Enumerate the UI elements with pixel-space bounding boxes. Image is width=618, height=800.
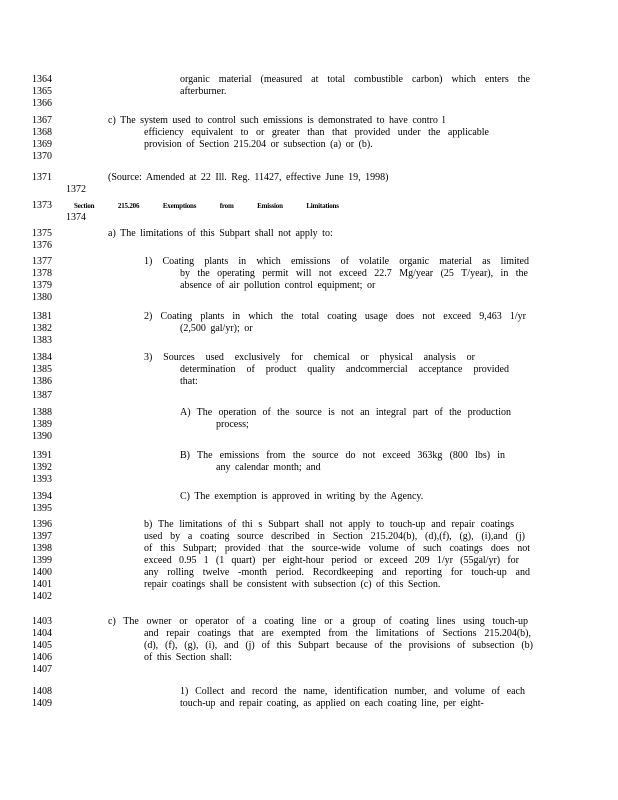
- line-number: 1373: [32, 200, 52, 211]
- text-line: (Source: Amended at 22 Ill. Reg. 11427, effective June 19, 1998): [108, 172, 389, 183]
- text-line: by the operating permit will not exceed 22.7 Mg/year (25 T/year), in the: [180, 268, 528, 279]
- text-line: any rolling twelve -month period. Recordkeeping and reporting for touch-up and: [144, 567, 530, 578]
- line-number: 1371: [32, 172, 52, 183]
- text-line: and repair coatings that are exempted from the limitations of Sections 215.204(b),: [144, 628, 531, 639]
- line-number: 1386: [32, 376, 52, 387]
- line-number: 1396: [32, 519, 52, 530]
- line-number: 1394: [32, 491, 52, 502]
- text-line: c) The system used to control such emissions is demonstrated to have contro l: [108, 115, 446, 126]
- line-number: 1375: [32, 228, 52, 239]
- line-number: 1372: [66, 184, 86, 195]
- line-number: 1382: [32, 323, 52, 334]
- line-number: 1383: [32, 335, 52, 346]
- text-line: A) The operation of the source is not an integral part of the production: [180, 407, 511, 418]
- line-number: 1364: [32, 74, 52, 85]
- text-line: that:: [180, 376, 198, 387]
- text-line: absence of air pollution control equipment; or: [180, 280, 376, 291]
- line-number: 1381: [32, 311, 52, 322]
- text-line: efficiency equivalent to or greater than that provided under the applicable: [144, 127, 489, 138]
- text-line: (d), (f), (g), (i), and (j) of this Subpart because of the provisions of subsection (b): [144, 640, 533, 651]
- line-number: 1390: [32, 431, 52, 442]
- line-number: 1376: [32, 240, 52, 251]
- line-number: 1408: [32, 686, 52, 697]
- line-number: 1395: [32, 503, 52, 514]
- line-number: 1389: [32, 419, 52, 430]
- line-number: 1365: [32, 86, 52, 97]
- text-line: 3) Sources used exclusively for chemical or physical analysis or: [144, 352, 475, 363]
- text-line: organic material (measured at total combustible carbon) which enters the: [180, 74, 530, 85]
- text-line: afterburner.: [180, 86, 227, 97]
- line-number: 1398: [32, 543, 52, 554]
- text-line: (2,500 gal/yr); or: [180, 323, 253, 334]
- text-line: of this Section shall:: [144, 652, 232, 663]
- text-line: 2) Coating plants in which the total coating usage does not exceed 9,463 1/yr: [144, 311, 526, 322]
- line-number: 1377: [32, 256, 52, 267]
- text-line: B) The emissions from the source do not exceed 363kg (800 lbs) in: [180, 450, 505, 461]
- line-number: 1402: [32, 591, 52, 602]
- line-number: 1409: [32, 698, 52, 709]
- line-number: 1378: [32, 268, 52, 279]
- line-number: 1407: [32, 664, 52, 675]
- text-line: b) The limitations of thi s Subpart shall not apply to touch-up and repair coatings: [144, 519, 514, 530]
- text-line: determination of product quality andcommercial acceptance provided: [180, 364, 509, 375]
- line-number: 1403: [32, 616, 52, 627]
- line-number: 1393: [32, 474, 52, 485]
- line-number: 1369: [32, 139, 52, 150]
- line-number: 1397: [32, 531, 52, 542]
- text-line: touch-up and repair coating, as applied on each coating line, per eight-: [180, 698, 484, 709]
- line-number: 1388: [32, 407, 52, 418]
- text-line: of this Subpart; provided that the source-wide volume of such coatings does not: [144, 543, 530, 554]
- line-number: 1404: [32, 628, 52, 639]
- text-line: 1) Coating plants in which emissions of volatile organic material as limited: [144, 256, 529, 267]
- text-line: used by a coating source described in Section 215.204(b), (d),(f), (g), (i),and (j): [144, 531, 525, 542]
- line-number: 1399: [32, 555, 52, 566]
- line-number: 1405: [32, 640, 52, 651]
- text-line: repair coatings shall be consistent with subsection (c) of this Section.: [144, 579, 441, 590]
- line-number: 1374: [66, 212, 86, 223]
- line-number: 1385: [32, 364, 52, 375]
- text-line: c) The owner or operator of a coating line or a group of coating lines using touch-up: [108, 616, 528, 627]
- line-number: 1368: [32, 127, 52, 138]
- text-line: C) The exemption is approved in writing by the Agency.: [180, 491, 424, 502]
- line-number: 1387: [32, 390, 52, 401]
- line-number: 1401: [32, 579, 52, 590]
- text-line: process;: [216, 419, 249, 430]
- text-line: exceed 0.95 1 (1 quart) per eight-hour period or exceed 209 1/yr (55gal/yr) for: [144, 555, 519, 566]
- text-line: a) The limitations of this Subpart shall not apply to:: [108, 228, 333, 239]
- line-number: 1384: [32, 352, 52, 363]
- line-number: 1391: [32, 450, 52, 461]
- line-number: 1392: [32, 462, 52, 473]
- section-heading: Section 215.206 Exemptions from Emission Limitations: [74, 202, 339, 210]
- text-line: provision of Section 215.204 or subsection (a) or (b).: [144, 139, 373, 150]
- line-number: 1406: [32, 652, 52, 663]
- line-number: 1370: [32, 151, 52, 162]
- line-number: 1380: [32, 292, 52, 303]
- line-number: 1379: [32, 280, 52, 291]
- line-number: 1367: [32, 115, 52, 126]
- text-line: 1) Collect and record the name, identification number, and volume of each: [180, 686, 525, 697]
- line-number: 1400: [32, 567, 52, 578]
- text-line: any calendar month; and: [216, 462, 321, 473]
- line-number: 1366: [32, 98, 52, 109]
